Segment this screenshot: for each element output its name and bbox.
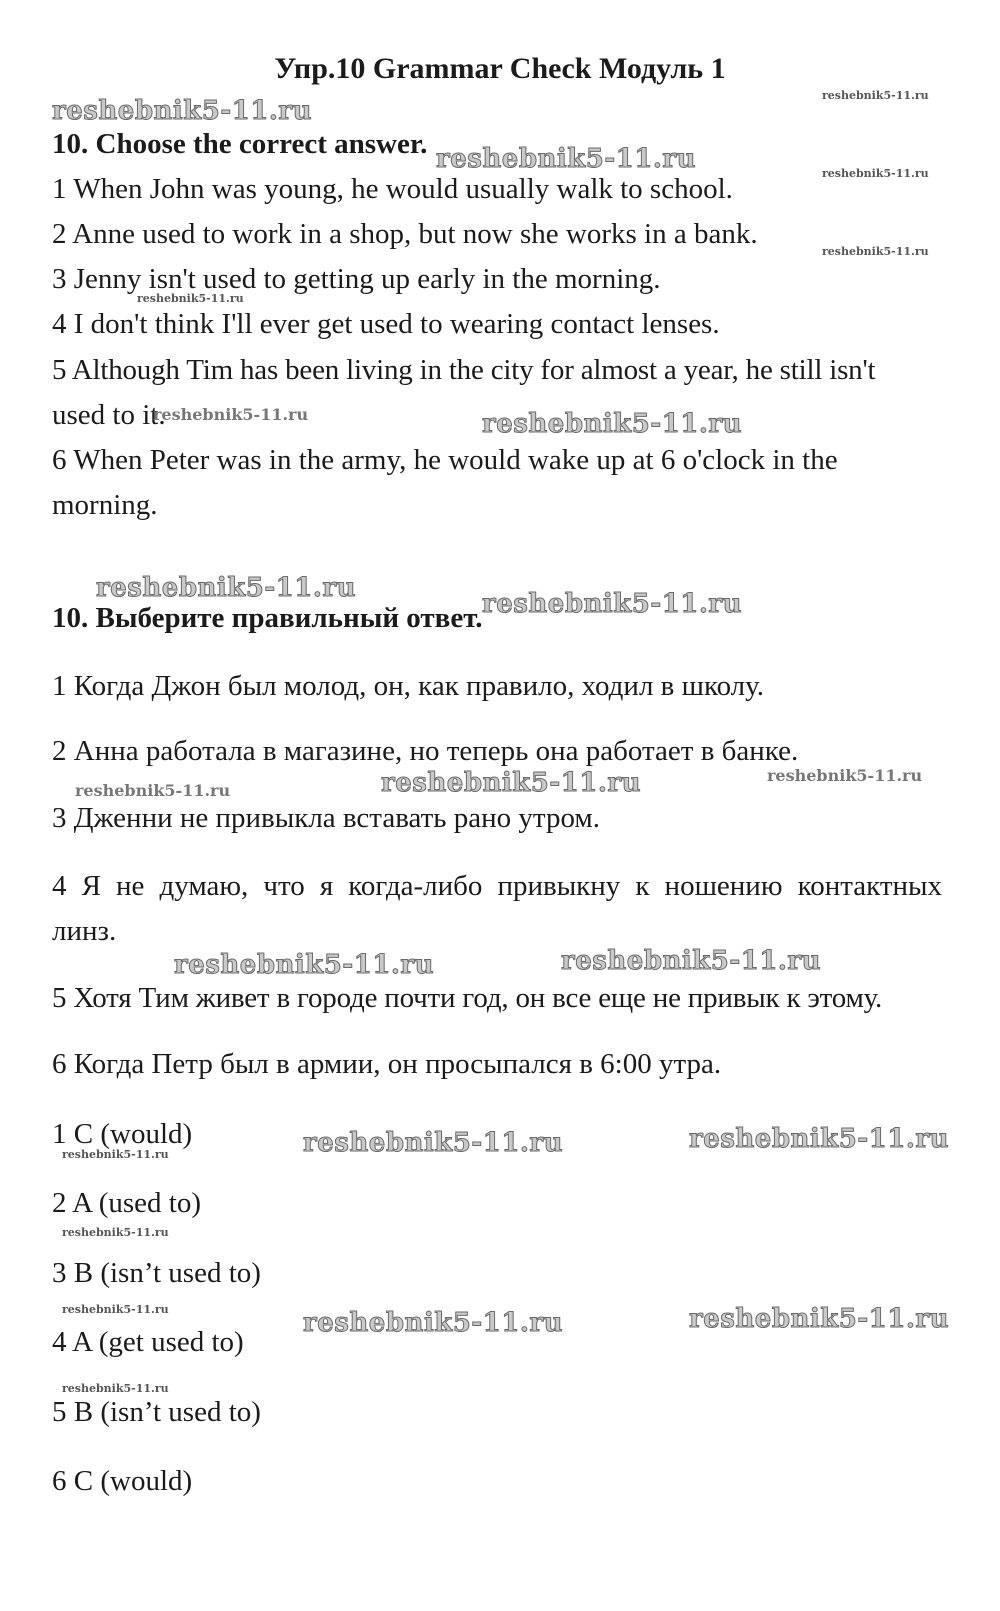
answer-6: 6 C (would) xyxy=(52,1465,193,1497)
watermark: reshebnik5-11.ru xyxy=(436,144,697,174)
russian-line-4-cont: линз. xyxy=(52,915,117,947)
watermark: reshebnik5-11.ru xyxy=(689,1304,950,1334)
watermark: reshebnik5-11.ru xyxy=(303,1308,564,1338)
russian-line-2: 2 Анна работала в магазине, но теперь она работает в банке. xyxy=(52,735,799,767)
watermark: reshebnik5-11.ru xyxy=(137,292,244,305)
answer-2: 2 A (used to) xyxy=(52,1187,202,1219)
russian-line-6: 6 Когда Петр был в армии, он просыпался в 6:00 утра. xyxy=(52,1048,722,1080)
watermark: reshebnik5-11.ru xyxy=(62,1148,169,1161)
watermark: reshebnik5-11.ru xyxy=(62,1382,169,1395)
watermark: reshebnik5-11.ru xyxy=(52,96,313,126)
watermark: reshebnik5-11.ru xyxy=(174,950,435,980)
english-line-3: 3 Jenny isn't used to getting up early in the morning. xyxy=(52,263,661,295)
watermark: reshebnik5-11.ru xyxy=(482,589,743,619)
watermark: reshebnik5-11.ru xyxy=(767,766,923,785)
answer-4: 4 A (get used to) xyxy=(52,1326,244,1358)
english-line-6-cont: morning. xyxy=(52,489,158,521)
russian-line-4: 4 Я не думаю, что я когда-либо привыкну к ношению контактных xyxy=(52,870,942,902)
russian-line-5: 5 Хотя Тим живет в городе почти год, он все еще не привык к этому. xyxy=(52,982,883,1014)
english-line-1: 1 When John was young, he would usually walk to school. xyxy=(52,173,733,205)
english-line-4: 4 I don't think I'll ever get used to wearing contact lenses. xyxy=(52,308,720,340)
watermark: reshebnik5-11.ru xyxy=(96,573,357,603)
watermark: reshebnik5-11.ru xyxy=(822,245,929,258)
watermark: reshebnik5-11.ru xyxy=(822,89,929,102)
watermark: reshebnik5-11.ru xyxy=(822,167,929,180)
watermark: reshebnik5-11.ru xyxy=(153,405,309,424)
english-line-5: 5 Although Tim has been living in the city for almost a year, he still isn't xyxy=(52,354,876,386)
english-heading: 10. Choose the correct answer. xyxy=(52,128,428,160)
watermark: reshebnik5-11.ru xyxy=(381,768,642,798)
english-line-2: 2 Anne used to work in a shop, but now she works in a bank. xyxy=(52,218,758,250)
russian-heading: 10. Выберите правильный ответ. xyxy=(52,602,483,634)
watermark: reshebnik5-11.ru xyxy=(62,1226,169,1239)
watermark: reshebnik5-11.ru xyxy=(482,409,743,439)
russian-line-1: 1 Когда Джон был молод, он, как правило, ходил в школу. xyxy=(52,670,765,702)
watermark: reshebnik5-11.ru xyxy=(303,1128,564,1158)
english-line-6: 6 When Peter was in the army, he would wake up at 6 o'clock in the xyxy=(52,444,838,476)
watermark: reshebnik5-11.ru xyxy=(689,1124,950,1154)
answer-5: 5 B (isn’t used to) xyxy=(52,1396,261,1428)
answer-3: 3 B (isn’t used to) xyxy=(52,1257,261,1289)
page-title: Упр.10 Grammar Check Модуль 1 xyxy=(274,52,726,85)
russian-line-3: 3 Дженни не привыкла вставать рано утром. xyxy=(52,802,600,834)
watermark: reshebnik5-11.ru xyxy=(62,1303,169,1316)
watermark: reshebnik5-11.ru xyxy=(75,781,231,800)
answer-1: 1 C (would) xyxy=(52,1118,193,1150)
english-line-5-cont: used to it. xyxy=(52,399,166,431)
watermark: reshebnik5-11.ru xyxy=(561,946,822,976)
